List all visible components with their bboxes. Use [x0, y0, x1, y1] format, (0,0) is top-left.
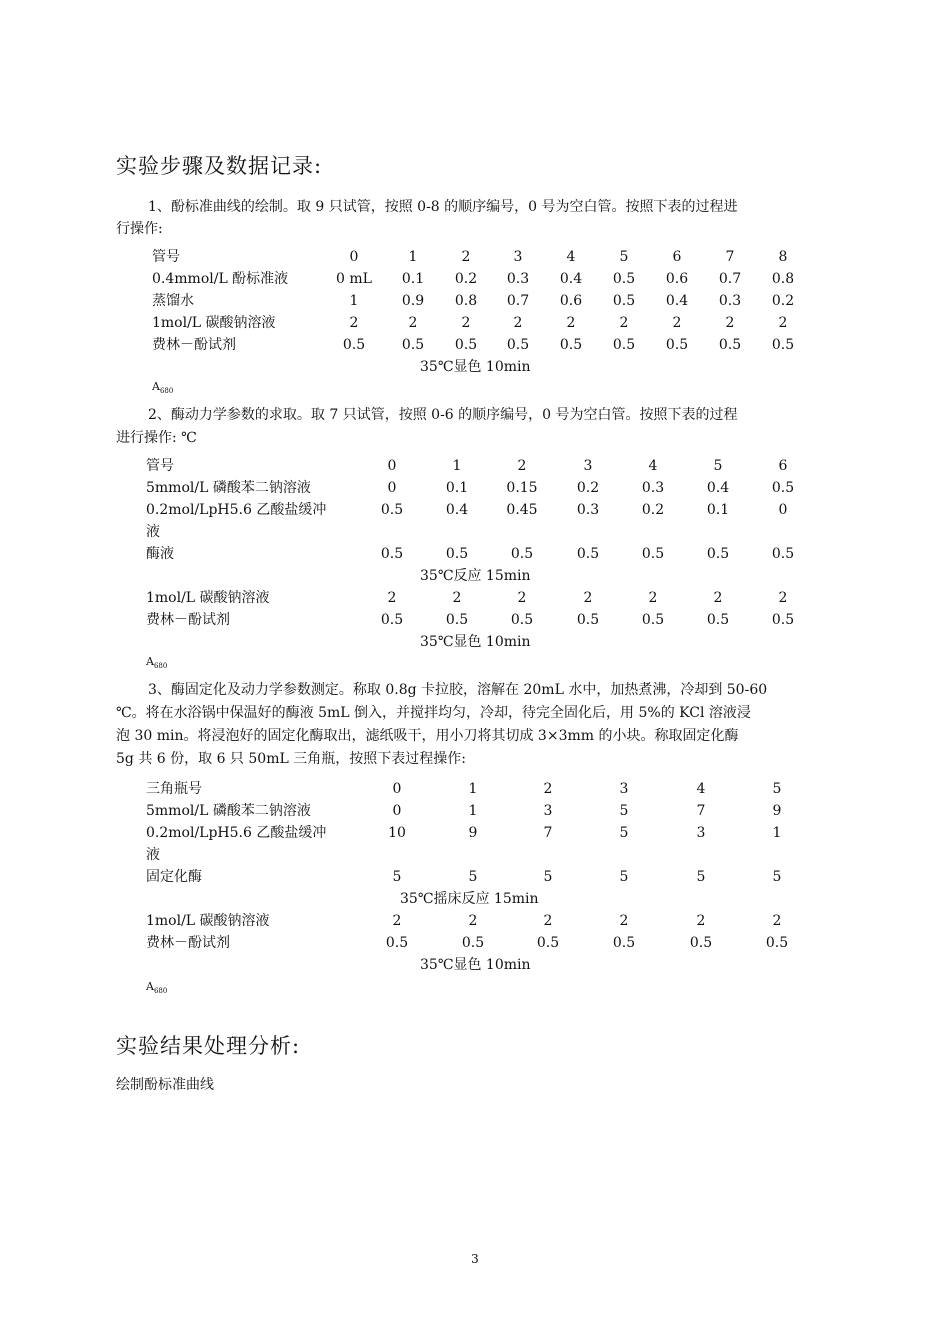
- absorbance-label: $A_{680}$: [146, 980, 168, 996]
- table-cell: 0.7: [718, 271, 742, 287]
- section3-color-note: 35℃显色 10min: [420, 957, 531, 973]
- row-label: 管号: [146, 458, 174, 474]
- section3-reaction-note: 35℃摇床反应 15min: [400, 891, 539, 907]
- table-cell: 5: [392, 869, 402, 885]
- row-label: 费林－酚试剂: [146, 612, 230, 628]
- row-label: 酶液: [146, 546, 174, 562]
- results-text: 绘制酚标准曲线: [116, 1077, 214, 1093]
- table-cell: 0.5: [665, 337, 689, 353]
- table-cell: 0.2: [454, 271, 478, 287]
- table-cell: 4: [566, 249, 576, 265]
- table-cell: 0.5: [461, 935, 485, 951]
- table-cell: 7: [543, 825, 553, 841]
- table-cell: 0.5: [559, 337, 583, 353]
- table-cell: 4: [648, 458, 658, 474]
- table-cell: 8: [778, 249, 788, 265]
- table-cell: 2: [517, 590, 527, 606]
- row-label: 费林－酚试剂: [152, 337, 236, 353]
- table-cell: 5: [619, 869, 629, 885]
- table-cell: 5: [619, 825, 629, 841]
- table-cell: 10: [388, 825, 406, 841]
- table-cell: 2: [725, 315, 735, 331]
- table-cell: 0: [387, 480, 397, 496]
- row-label: 液: [146, 524, 160, 540]
- table-cell: 0.5: [576, 612, 600, 628]
- table-cell: 2: [713, 590, 723, 606]
- table-cell: 2: [392, 913, 402, 929]
- row-label: 1mol/L 碳酸钠溶液: [146, 913, 270, 929]
- row-label: 蒸馏水: [152, 293, 194, 309]
- section3-line2: ℃。将在水浴锅中保温好的酶液 5mL 倒入，并搅拌均匀，冷却，待完全固化后，用 5%的 KCl 溶液浸: [116, 705, 751, 721]
- table-cell: 0.4: [559, 271, 583, 287]
- absorbance-label: $A_{680}$: [146, 655, 168, 671]
- table-cell: 2: [452, 590, 462, 606]
- section3-line1: 3、酶固定化及动力学参数测定。称取 0.8g 卡拉胶，溶解在 20mL 水中，加热煮沸，冷却到 50-60: [148, 682, 768, 698]
- table-cell: 0.2: [641, 502, 665, 518]
- table-cell: 6: [672, 249, 682, 265]
- table-cell: 2: [619, 913, 629, 929]
- row-label: 1mol/L 碳酸钠溶液: [152, 315, 276, 331]
- row-label: 1mol/L 碳酸钠溶液: [146, 590, 270, 606]
- table-cell: 2: [517, 458, 527, 474]
- table-cell: 2: [408, 315, 418, 331]
- table-cell: 0.1: [706, 502, 730, 518]
- table-cell: 4: [696, 781, 706, 797]
- immobilized-enzyme-table-part2: [146, 910, 846, 954]
- table-cell: 0.5: [445, 546, 469, 562]
- table-cell: 3: [696, 825, 706, 841]
- row-label: 管号: [152, 249, 180, 265]
- table-cell: 0.5: [506, 337, 530, 353]
- table-cell: 0.1: [445, 480, 469, 496]
- table-cell: 3: [583, 458, 593, 474]
- table-cell: 0.5: [771, 546, 795, 562]
- table-cell: 1: [408, 249, 418, 265]
- table-cell: 0.5: [380, 546, 404, 562]
- table-cell: 0.6: [665, 271, 689, 287]
- table-cell: 0.5: [689, 935, 713, 951]
- table-cell: 2: [772, 913, 782, 929]
- section3-line3: 泡 30 min。将浸泡好的固定化酶取出，滤纸吸干，用小刀将其切成 3×3mm 的小块。称取固定化酶: [116, 728, 739, 744]
- table-cell: 6: [778, 458, 788, 474]
- table-cell: 0.5: [765, 935, 789, 951]
- table-cell: 5: [619, 803, 629, 819]
- table-cell: 2: [461, 249, 471, 265]
- table-cell: 0.5: [385, 935, 409, 951]
- row-label: 0.2mol/LpH5.6 乙酸盐缓冲: [146, 502, 327, 518]
- table-cell: 0: [387, 458, 397, 474]
- row-label: 5mmol/L 磷酸苯二钠溶液: [146, 480, 311, 496]
- section-heading-procedure: 实验步骤及数据记录:: [116, 154, 323, 178]
- table-cell: 0: [392, 781, 402, 797]
- table-cell: 5: [713, 458, 723, 474]
- table-cell: 3: [513, 249, 523, 265]
- table-cell: 0.5: [771, 612, 795, 628]
- table-cell: 9: [468, 825, 478, 841]
- table-cell: 2: [583, 590, 593, 606]
- table-cell: 2: [543, 781, 553, 797]
- table-cell: 0.5: [454, 337, 478, 353]
- table-cell: 0.5: [612, 337, 636, 353]
- table-cell: 0.5: [612, 293, 636, 309]
- table-cell: 0.5: [706, 612, 730, 628]
- table-cell: 0.5: [536, 935, 560, 951]
- table-cell: 0.3: [718, 293, 742, 309]
- table-cell: 0.5: [445, 612, 469, 628]
- row-label: 固定化酶: [146, 869, 202, 885]
- table-cell: 2: [619, 315, 629, 331]
- table-cell: 1: [468, 803, 478, 819]
- table-cell: 3: [543, 803, 553, 819]
- table-cell: 7: [696, 803, 706, 819]
- table-cell: 0.1: [401, 271, 425, 287]
- table-cell: 0.5: [718, 337, 742, 353]
- table-cell: 2: [778, 315, 788, 331]
- row-label: 费林－酚试剂: [146, 935, 230, 951]
- table-cell: 2: [778, 590, 788, 606]
- table-cell: 0.5: [380, 612, 404, 628]
- table-cell: 0.45: [506, 502, 538, 518]
- table-cell: 0.9: [401, 293, 425, 309]
- enzyme-kinetics-table: [146, 455, 846, 565]
- table-cell: 3: [619, 781, 629, 797]
- row-label: 0.4mmol/L 酚标准液: [152, 271, 289, 287]
- immobilized-enzyme-table: [146, 778, 846, 888]
- table-cell: 2: [672, 315, 682, 331]
- table-cell: 0.5: [576, 546, 600, 562]
- table-cell: 2: [648, 590, 658, 606]
- table-cell: 0: [392, 803, 402, 819]
- table-cell: 0 mL: [336, 271, 372, 287]
- phenol-standard-table: [152, 246, 852, 356]
- section-heading-results: 实验结果处理分析:: [116, 1034, 301, 1058]
- row-label: 液: [146, 847, 160, 863]
- table-cell: 0.5: [401, 337, 425, 353]
- table-cell: 0.5: [706, 546, 730, 562]
- table-cell: 0.5: [771, 337, 795, 353]
- table-cell: 5: [772, 869, 782, 885]
- section3-line4: 5g 共 6 份，取 6 只 50mL 三角瓶，按照下表过程操作:: [116, 751, 466, 767]
- page-number: 3: [471, 1252, 479, 1266]
- table-cell: 0.5: [641, 612, 665, 628]
- table-cell: 2: [566, 315, 576, 331]
- row-label: 5mmol/L 磷酸苯二钠溶液: [146, 803, 311, 819]
- table-cell: 0.5: [342, 337, 366, 353]
- table-cell: 0.15: [506, 480, 538, 496]
- table-cell: 5: [619, 249, 629, 265]
- table-cell: 0.3: [641, 480, 665, 496]
- table-cell: 2: [387, 590, 397, 606]
- section1-step-note: 35℃显色 10min: [420, 359, 531, 375]
- table-cell: 0: [349, 249, 359, 265]
- section2-reaction-note: 35℃反应 15min: [420, 568, 531, 584]
- section1-intro-line1: 1、酚标准曲线的绘制。取 9 只试管，按照 0-8 的顺序编号，0 号为空白管。按照下表的过程进: [148, 199, 738, 215]
- table-cell: 9: [772, 803, 782, 819]
- table-cell: 0.5: [612, 271, 636, 287]
- table-cell: 2: [513, 315, 523, 331]
- absorbance-label: $A_{680}$: [152, 380, 174, 396]
- table-cell: 5: [468, 869, 478, 885]
- table-cell: 2: [543, 913, 553, 929]
- table-cell: 2: [696, 913, 706, 929]
- table-cell: 0.2: [576, 480, 600, 496]
- row-label: 0.2mol/LpH5.6 乙酸盐缓冲: [146, 825, 327, 841]
- section2-color-note: 35℃显色 10min: [420, 634, 531, 650]
- table-cell: 0.3: [506, 271, 530, 287]
- table-cell: 0.5: [510, 546, 534, 562]
- row-label: 三角瓶号: [146, 781, 202, 797]
- table-cell: 0.5: [771, 480, 795, 496]
- table-cell: 0: [778, 502, 788, 518]
- table-cell: 2: [461, 315, 471, 331]
- table-cell: 0.8: [454, 293, 478, 309]
- table-cell: 0.6: [559, 293, 583, 309]
- table-cell: 5: [543, 869, 553, 885]
- table-cell: 1: [772, 825, 782, 841]
- table-cell: 5: [696, 869, 706, 885]
- table-cell: 0.5: [380, 502, 404, 518]
- table-cell: 5: [772, 781, 782, 797]
- table-cell: 0.5: [510, 612, 534, 628]
- table-cell: 0.5: [641, 546, 665, 562]
- table-cell: 0.5: [612, 935, 636, 951]
- section2-intro-line2: 进行操作: ℃: [116, 430, 197, 446]
- table-cell: 7: [725, 249, 735, 265]
- table-cell: 1: [468, 781, 478, 797]
- table-cell: 0.3: [576, 502, 600, 518]
- table-cell: 0.4: [665, 293, 689, 309]
- table-cell: 1: [452, 458, 462, 474]
- table-cell: 0.4: [706, 480, 730, 496]
- table-cell: 0.8: [771, 271, 795, 287]
- enzyme-kinetics-table-part2: [146, 587, 846, 631]
- table-cell: 0.7: [506, 293, 530, 309]
- table-cell: 0.2: [771, 293, 795, 309]
- table-cell: 2: [349, 315, 359, 331]
- table-cell: 1: [349, 293, 359, 309]
- section2-intro-line1: 2、酶动力学参数的求取。取 7 只试管，按照 0-6 的顺序编号，0 号为空白管。按照下表的过程: [148, 407, 738, 423]
- table-cell: 2: [468, 913, 478, 929]
- table-cell: 0.4: [445, 502, 469, 518]
- section1-intro-line2: 行操作:: [116, 221, 163, 237]
